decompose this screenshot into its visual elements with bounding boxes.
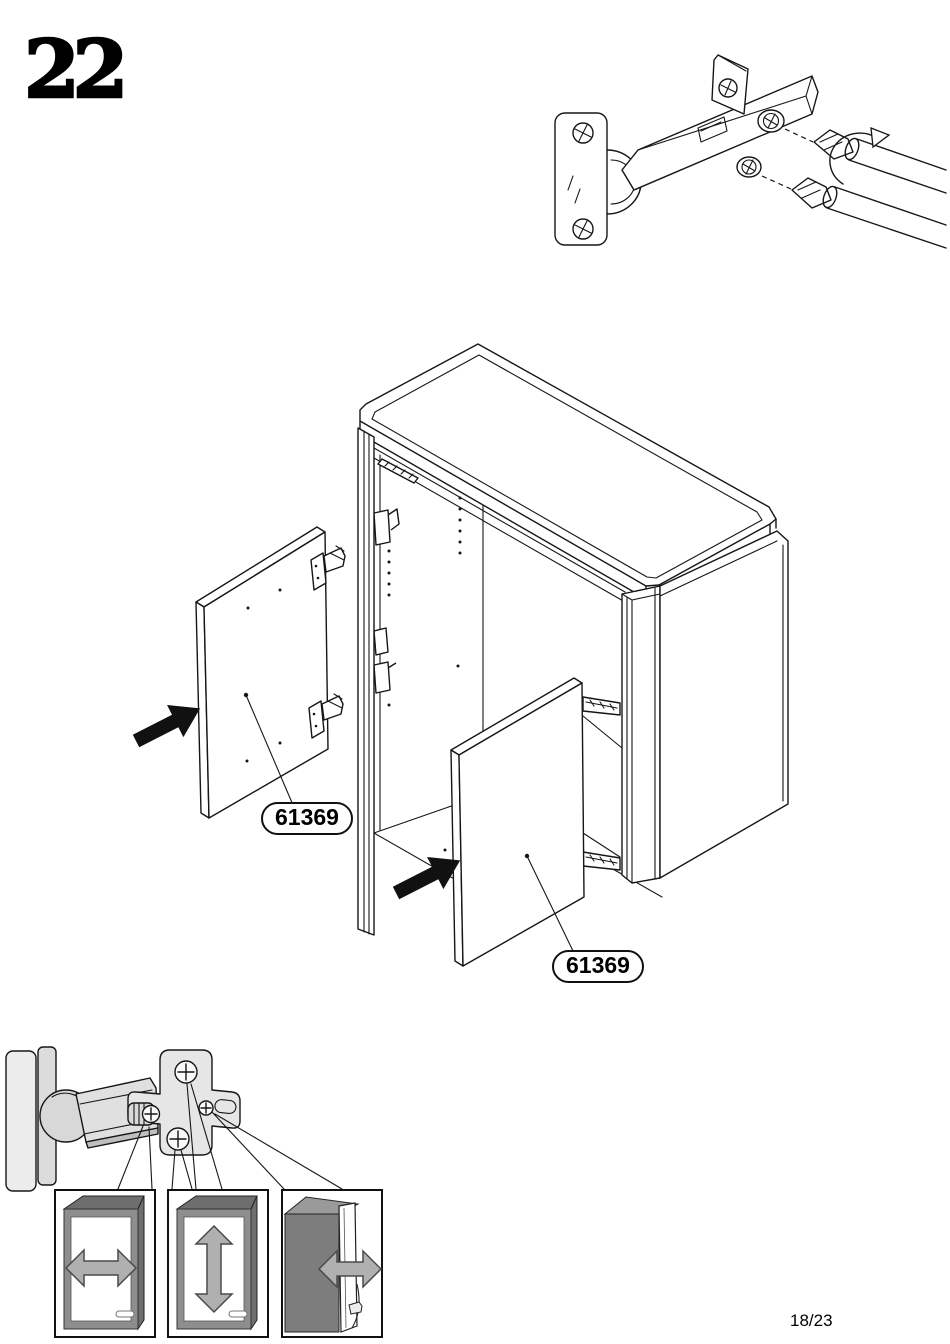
door-left	[196, 527, 345, 818]
hinge-arms-right	[583, 697, 622, 870]
side-adjust-screw	[128, 1103, 160, 1125]
screw-icon	[719, 79, 737, 97]
drawer-rail	[378, 459, 418, 483]
height-adjust-screw	[175, 1061, 197, 1083]
screw-icon	[573, 123, 593, 143]
door-handle	[229, 1311, 247, 1317]
guide-dashed-line	[785, 129, 813, 142]
page-indicator: 18/23	[790, 1311, 833, 1330]
adjustment-box-depth	[282, 1190, 382, 1337]
hinge-base-plates	[374, 509, 399, 693]
door-handle	[116, 1311, 134, 1317]
screw-icon	[573, 219, 593, 239]
hinge-screwdriver-detail	[555, 55, 946, 248]
screwdriver-icon	[792, 178, 946, 248]
door-edge	[6, 1051, 36, 1191]
cabinet-left-stile	[358, 428, 374, 935]
cabinet	[128, 344, 788, 966]
adjustment-box-vertical	[168, 1190, 268, 1337]
insertion-arrow-left	[128, 692, 208, 757]
part-callout: 61369	[261, 802, 353, 835]
part-callout: 61369	[552, 950, 644, 983]
adjustment-box-horizontal	[55, 1190, 155, 1337]
door-right	[451, 678, 584, 966]
hinge-adjustment-detail	[6, 1047, 382, 1337]
hinge-arm	[622, 55, 818, 190]
loose-screw	[737, 157, 761, 177]
step-number: 22	[24, 22, 122, 116]
shelf-pin-holes	[388, 497, 462, 852]
guide-dashed-line	[762, 176, 791, 189]
adjustment-screw	[758, 110, 784, 132]
height-adjust-screw	[167, 1128, 189, 1150]
